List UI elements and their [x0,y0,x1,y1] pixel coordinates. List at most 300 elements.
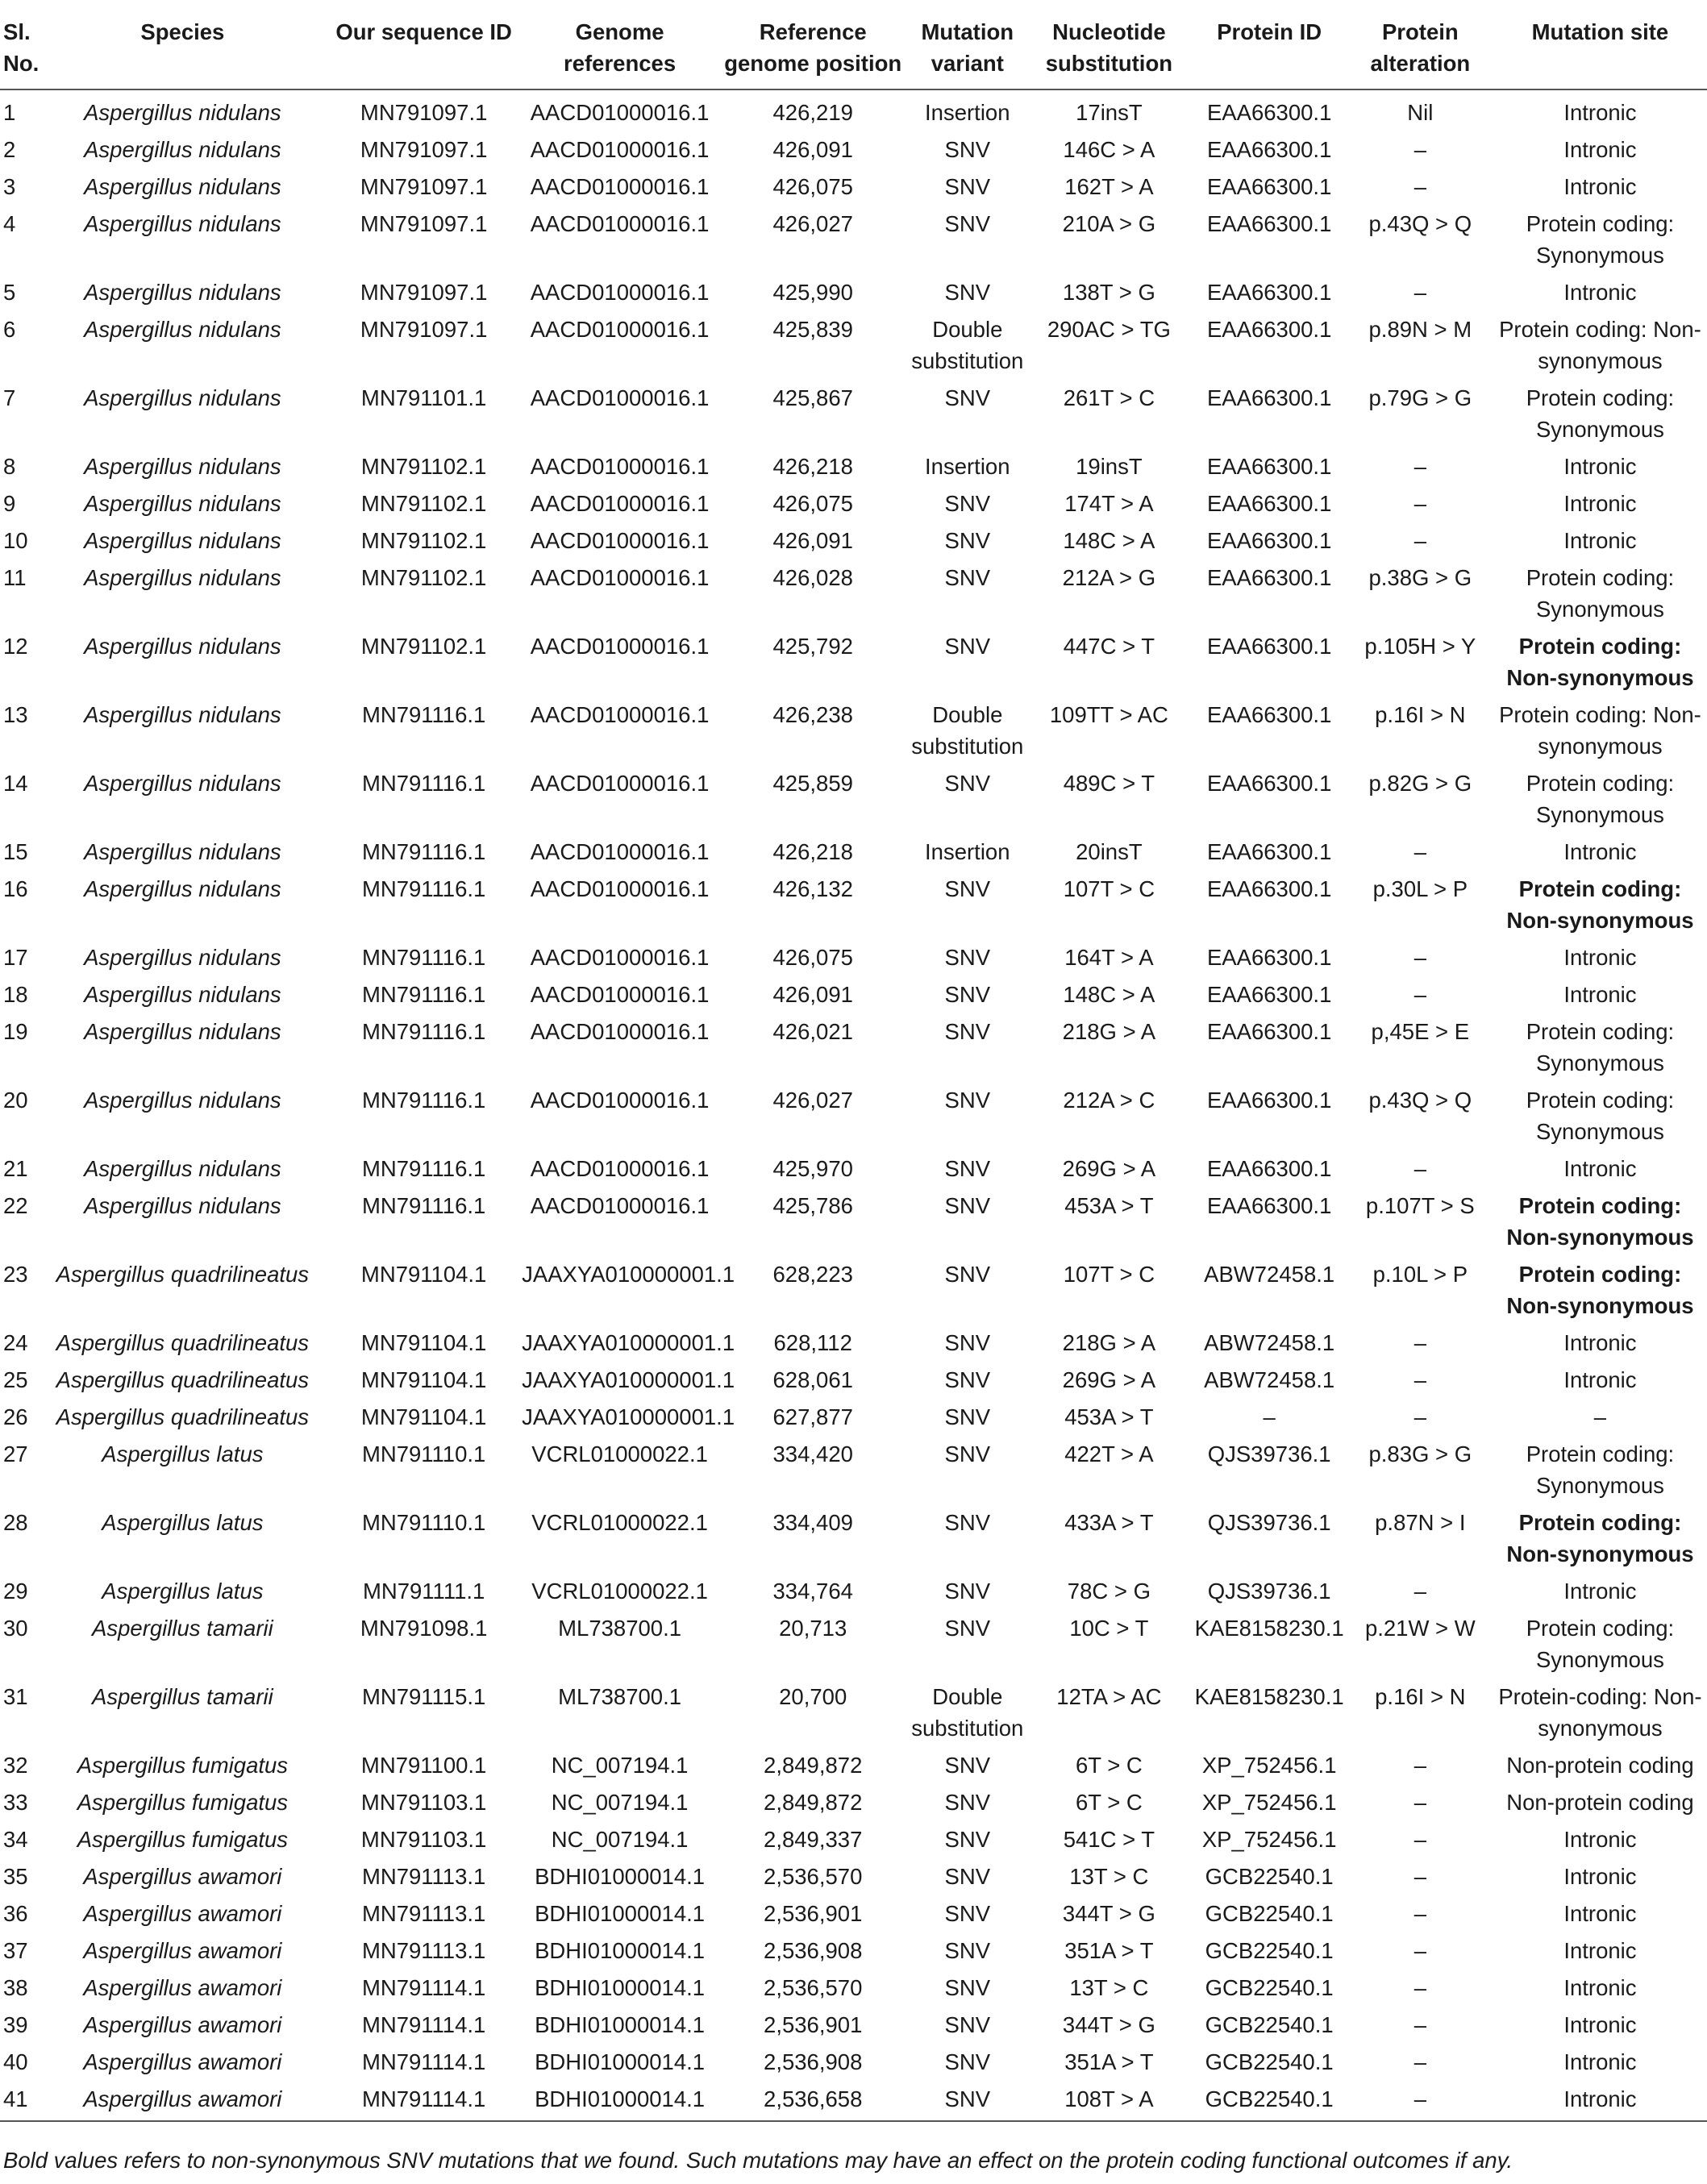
cell-genome-reference: AACD01000016.1 [530,100,710,125]
cell-mutation-variant: SNV [944,1510,991,1535]
cell-species: Aspergillus nidulans [84,385,281,410]
cell-nucleotide-substitution: 351A > T [1064,1938,1154,1963]
cell-species: Aspergillus nidulans [84,771,281,796]
cell-nucleotide-substitution: 351A > T [1064,2049,1154,2074]
cell-genome-reference: BDHI01000014.1 [522,2083,718,2121]
cell-nucleotide-substitution: 433A > T [1064,1510,1154,1535]
cell-species: Aspergillus nidulans [84,491,281,516]
cell-mutation-site: Protein coding: Non-synonymous [1506,634,1694,690]
cell-protein-alteration: – [1413,1864,1426,1889]
cell-mutation-variant: SNV [944,528,991,553]
cell-sl-no: 41 [0,2083,40,2121]
cell-mutation-variant: SNV [944,1088,991,1113]
cell-sequence-id: MN791113.1 [361,1938,486,1963]
cell-nucleotide-substitution: 10C > T [1069,1616,1149,1641]
cell-nucleotide-substitution: 6T > C [1075,1790,1143,1815]
cell-sl-no: 1 [3,100,16,125]
cell-reference-position: 425,859 [772,771,853,796]
cell-mutation-variant: Double substitution [911,702,1024,759]
cell-protein-alteration: – [1413,2012,1426,2037]
cell-protein-id: ABW72458.1 [1204,1262,1335,1287]
table-row [0,488,1707,525]
cell-reference-position: 426,091 [772,137,853,162]
cell-protein-alteration: – [1413,839,1426,864]
cell-species: Aspergillus nidulans [84,702,281,727]
cell-mutation-variant: SNV [944,1404,991,1429]
cell-sequence-id: MN791104.1 [360,1367,487,1392]
cell-genome-reference: AACD01000016.1 [530,491,710,516]
cell-mutation-variant: SNV [944,211,991,236]
table-row [0,451,1707,488]
cell-species: Aspergillus nidulans [84,839,281,864]
cell-reference-position: 426,091 [772,982,853,1007]
cell-species: Aspergillus nidulans [84,1088,281,1113]
cell-nucleotide-substitution: 453A > T [1064,1404,1154,1429]
table-row [0,2046,1707,2083]
cell-sequence-id: MN791116.1 [361,876,486,901]
table-row [0,836,1707,873]
cell-species: Aspergillus nidulans [84,100,281,125]
table-row [0,314,1707,382]
cell-species: Aspergillus nidulans [84,1156,281,1181]
cell-nucleotide-substitution: 12TA > AC [1056,1684,1162,1709]
cell-nucleotide-substitution: 212A > G [1062,565,1156,590]
cell-genome-reference: AACD01000016.1 [530,771,710,796]
cell-genome-reference: JAAXYA010000001.1 [522,1367,735,1392]
cell-protein-id: EAA66300.1 [1206,1193,1332,1218]
table-row [0,1681,1707,1749]
cell-protein-id: GCB22540.1 [1205,1901,1334,1926]
cell-genome-reference: AACD01000016.1 [530,454,710,479]
cell-species: Aspergillus nidulans [84,1019,281,1044]
cell-protein-alteration: p.87N > I [1375,1510,1466,1535]
cell-species: Aspergillus quadrilineatus [56,1404,310,1429]
cell-mutation-site: Intronic [1563,1864,1637,1889]
cell-mutation-variant: SNV [944,2049,991,2074]
table-row [0,979,1707,1016]
cell-sequence-id: MN791104.1 [360,1330,487,1355]
cell-mutation-site: Protein-coding: Non-synonymous [1498,1684,1702,1741]
cell-protein-id: EAA66300.1 [1206,280,1332,305]
cell-mutation-site: Intronic [1563,137,1637,162]
cell-nucleotide-substitution: 344T > G [1062,2012,1155,2037]
col-header-mutation-site: Mutation site [1493,5,1707,89]
table-row [0,1824,1707,1861]
cell-genome-reference: AACD01000016.1 [530,385,710,410]
col-header-sl-no: Sl. No. [0,5,40,89]
col-header-protein-id: Protein ID [1192,5,1347,89]
cell-mutation-site: Protein coding: Synonymous [1526,385,1675,442]
cell-reference-position: 426,021 [772,1019,853,1044]
cell-sl-no: 39 [3,2012,28,2037]
cell-species: Aspergillus nidulans [84,945,281,970]
cell-sl-no: 40 [3,2049,28,2074]
cell-sl-no: 7 [3,385,16,410]
cell-mutation-site: Intronic [1563,1579,1637,1604]
cell-reference-position: 425,867 [772,385,853,410]
cell-nucleotide-substitution: 17insT [1076,100,1143,125]
cell-protein-alteration: – [1413,1579,1426,1604]
cell-protein-alteration: p.79G > G [1368,385,1472,410]
cell-nucleotide-substitution: 212A > C [1063,1088,1155,1113]
cell-sl-no: 4 [3,211,16,236]
cell-mutation-site: Protein coding: Synonymous [1526,211,1675,268]
cell-protein-id: EAA66300.1 [1206,839,1332,864]
cell-sequence-id: MN791115.1 [361,1684,486,1709]
cell-reference-position: 426,075 [772,174,853,199]
cell-sl-no: 32 [3,1753,28,1778]
cell-protein-id: – [1263,1404,1276,1429]
cell-sequence-id: MN791116.1 [361,945,486,970]
cell-sl-no: 28 [3,1510,28,1535]
cell-sl-no: 8 [3,454,16,479]
cell-mutation-site: Intronic [1563,2012,1637,2037]
cell-reference-position: 628,061 [772,1367,853,1392]
cell-nucleotide-substitution: 148C > A [1063,982,1155,1007]
cell-protein-id: ABW72458.1 [1204,1330,1335,1355]
cell-mutation-variant: SNV [908,2083,1026,2121]
cell-mutation-site: Protein coding: Synonymous [1526,1088,1675,1144]
cell-protein-id: EAA66300.1 [1206,174,1332,199]
cell-species: Aspergillus awamori [83,2012,282,2037]
cell-sl-no: 36 [3,1901,28,1926]
cell-reference-position: 426,027 [772,1088,853,1113]
col-header-sequence-id: Our sequence ID [326,5,522,89]
cell-genome-reference: BDHI01000014.1 [535,2012,706,2037]
cell-protein-alteration: p.30L > P [1372,876,1468,901]
cell-genome-reference: AACD01000016.1 [530,211,710,236]
cell-mutation-site: Intronic [1563,2049,1637,2074]
cell-mutation-variant: SNV [944,634,991,659]
cell-species: Aspergillus nidulans [84,982,281,1007]
table-row [0,1327,1707,1364]
cell-protein-alteration: – [1413,1975,1426,2000]
cell-genome-reference: BDHI01000014.1 [535,1864,706,1889]
table-row [0,1575,1707,1612]
cell-nucleotide-substitution: 13T > C [1069,1864,1149,1889]
cell-sequence-id: MN791114.1 [361,2049,486,2074]
cell-mutation-variant: SNV [944,1262,991,1287]
cell-mutation-variant: SNV [944,1441,991,1466]
cell-mutation-site: Intronic [1563,174,1637,199]
cell-nucleotide-substitution: 269G > A [1062,1367,1156,1392]
cell-genome-reference: AACD01000016.1 [530,280,710,305]
cell-mutation-site: Intronic [1493,2083,1707,2121]
table-row [0,382,1707,451]
cell-reference-position: 2,536,570 [764,1975,863,2000]
cell-species: Aspergillus nidulans [84,565,281,590]
cell-mutation-site: Protein coding: Non-synonymous [1506,1510,1694,1566]
cell-protein-alteration: – [1413,1753,1426,1778]
cell-mutation-site: Intronic [1563,1901,1637,1926]
cell-genome-reference: VCRL01000022.1 [531,1510,708,1535]
cell-genome-reference: VCRL01000022.1 [531,1441,708,1466]
cell-protein-id: XP_752456.1 [1201,1790,1337,1815]
cell-genome-reference: VCRL01000022.1 [531,1579,708,1604]
cell-mutation-variant: SNV [944,491,991,516]
cell-species: Aspergillus latus [102,1441,264,1466]
cell-genome-reference: AACD01000016.1 [530,137,710,162]
cell-reference-position: 2,536,901 [764,1901,863,1926]
cell-sl-no: 20 [3,1088,28,1113]
cell-protein-alteration: p,45E > E [1371,1019,1470,1044]
cell-genome-reference: AACD01000016.1 [530,876,710,901]
cell-mutation-variant: Double substitution [911,317,1024,373]
cell-protein-id: EAA66300.1 [1206,982,1332,1007]
table-row [0,1972,1707,2009]
cell-mutation-site: Intronic [1563,100,1637,125]
cell-genome-reference: BDHI01000014.1 [535,2049,706,2074]
table-row [0,1935,1707,1972]
cell-mutation-site: Protein coding: Non-synonymous [1506,876,1694,933]
cell-mutation-site: Intronic [1563,982,1637,1007]
table-row [0,1749,1707,1787]
cell-sequence-id: MN791114.1 [361,2012,486,2037]
cell-mutation-variant: SNV [944,280,991,305]
cell-genome-reference: AACD01000016.1 [530,174,710,199]
cell-protein-alteration: p.89N > M [1368,317,1472,342]
cell-protein-id: GCB22540.1 [1205,1938,1334,1963]
mutation-table [0,5,1707,2122]
cell-sl-no: 6 [3,317,16,342]
cell-protein-alteration: – [1413,1827,1426,1852]
cell-sequence-id: MN791114.1 [361,1975,486,2000]
cell-genome-reference: AACD01000016.1 [530,982,710,1007]
cell-sl-no: 24 [3,1330,28,1355]
cell-protein-id: GCB22540.1 [1205,2012,1334,2037]
cell-protein-id: XP_752456.1 [1201,1827,1337,1852]
cell-mutation-variant: Double substitution [911,1684,1024,1741]
cell-reference-position: 628,223 [772,1262,853,1287]
table-row [0,1153,1707,1190]
cell-sequence-id: MN791113.1 [361,1901,486,1926]
cell-nucleotide-substitution: 13T > C [1069,1975,1149,2000]
cell-species: Aspergillus nidulans [84,634,281,659]
cell-nucleotide-substitution: 6T > C [1075,1753,1143,1778]
cell-reference-position: 2,536,658 [718,2083,908,2121]
cell-genome-reference: BDHI01000014.1 [535,1938,706,1963]
cell-species: Aspergillus quadrilineatus [56,1262,310,1287]
cell-sl-no: 34 [3,1827,28,1852]
cell-sl-no: 26 [3,1404,28,1429]
cell-protein-id: GCB22540.1 [1205,1864,1334,1889]
cell-genome-reference: JAAXYA010000001.1 [522,1262,735,1287]
cell-genome-reference: AACD01000016.1 [530,1088,710,1113]
cell-protein-id: KAE8158230.1 [1194,1684,1344,1709]
cell-genome-reference: AACD01000016.1 [530,702,710,727]
cell-protein-id: EAA66300.1 [1206,565,1332,590]
table-row [0,2009,1707,2046]
cell-protein-alteration: – [1413,454,1426,479]
cell-species: Aspergillus awamori [83,1975,282,2000]
cell-mutation-site: Intronic [1563,1827,1637,1852]
col-header-mutation-variant: Mutation variant [908,5,1026,89]
cell-protein-alteration: – [1413,1156,1426,1181]
cell-protein-alteration: – [1413,2049,1426,2074]
cell-reference-position: 426,218 [772,454,853,479]
cell-protein-alteration: p.43Q > Q [1368,211,1472,236]
cell-sl-no: 30 [3,1616,28,1641]
cell-mutation-site: Protein coding: Non-synonymous [1506,1262,1694,1318]
cell-nucleotide-substitution: 78C > G [1067,1579,1151,1604]
cell-protein-id: QJS39736.1 [1207,1441,1331,1466]
table-row [0,1084,1707,1153]
cell-mutation-site: Intronic [1563,1330,1637,1355]
cell-sl-no: 37 [3,1938,28,1963]
table-row [0,134,1707,171]
cell-nucleotide-substitution: 344T > G [1062,1901,1155,1926]
cell-mutation-site: Intronic [1563,1156,1637,1181]
cell-mutation-site: Intronic [1563,280,1637,305]
cell-genome-reference: AACD01000016.1 [530,317,710,342]
table-row [0,1898,1707,1935]
table-row [0,1787,1707,1824]
cell-sequence-id: MN791111.1 [362,1579,485,1604]
cell-nucleotide-substitution: 138T > G [1062,280,1155,305]
cell-reference-position: 628,112 [773,1330,852,1355]
cell-protein-id: GCB22540.1 [1205,1975,1334,2000]
table-row [0,1401,1707,1438]
cell-protein-id: GCB22540.1 [1205,2049,1334,2074]
cell-mutation-variant: SNV [944,1864,991,1889]
cell-nucleotide-substitution: 422T > A [1064,1441,1154,1466]
cell-genome-reference: AACD01000016.1 [530,839,710,864]
cell-species: Aspergillus awamori [83,1938,282,1963]
cell-mutation-site: Protein coding: Non-synonymous [1499,702,1701,759]
table-row [0,562,1707,630]
cell-sl-no: 25 [3,1367,28,1392]
cell-protein-alteration: – [1413,174,1426,199]
cell-protein-alteration: – [1413,1330,1426,1355]
table-row [0,277,1707,314]
cell-protein-alteration: p.10L > P [1372,1262,1468,1287]
cell-reference-position: 2,849,872 [764,1790,863,1815]
cell-mutation-variant: SNV [944,174,991,199]
cell-sl-no: 11 [3,565,27,590]
cell-mutation-variant: SNV [944,771,991,796]
cell-reference-position: 425,990 [772,280,853,305]
table-row [0,1507,1707,1575]
table-row [0,1612,1707,1681]
cell-protein-id: EAA66300.1 [1206,876,1332,901]
cell-sequence-id: MN791097.1 [360,280,488,305]
cell-species: Aspergillus fumigatus [77,1827,289,1852]
cell-mutation-variant: SNV [944,1975,991,2000]
table-row [0,1016,1707,1084]
cell-nucleotide-substitution: 109TT > AC [1049,702,1168,727]
cell-sl-no: 19 [3,1019,28,1044]
cell-species: Aspergillus nidulans [84,1193,281,1218]
table-row [0,525,1707,562]
cell-mutation-site: – [1593,1404,1607,1429]
cell-mutation-site: Protein coding: Non-synonymous [1499,317,1701,373]
cell-protein-alteration: p.21W > W [1364,1616,1476,1641]
cell-reference-position: 426,132 [772,876,853,901]
cell-mutation-site: Intronic [1563,1938,1637,1963]
cell-protein-alteration: – [1413,280,1426,305]
cell-protein-id: EAA66300.1 [1206,702,1332,727]
cell-species: Aspergillus fumigatus [77,1753,289,1778]
cell-species: Aspergillus awamori [83,2049,282,2074]
cell-sequence-id: MN791102.1 [360,565,487,590]
cell-nucleotide-substitution: 453A > T [1064,1193,1154,1218]
cell-protein-alteration: – [1413,137,1426,162]
cell-sequence-id: MN791102.1 [360,528,487,553]
cell-reference-position: 426,091 [772,528,853,553]
cell-species: Aspergillus nidulans [84,454,281,479]
cell-protein-id: EAA66300.1 [1206,1156,1332,1181]
cell-mutation-site: Non-protein coding [1506,1753,1694,1778]
cell-mutation-variant: SNV [944,137,991,162]
cell-nucleotide-substitution: 174T > A [1064,491,1154,516]
cell-mutation-variant: SNV [944,1579,991,1604]
cell-reference-position: 426,027 [772,211,853,236]
cell-mutation-variant: SNV [944,1193,991,1218]
cell-sequence-id: MN791104.1 [360,1404,487,1429]
cell-protein-id: QJS39736.1 [1207,1579,1331,1604]
cell-species: Aspergillus tamarii [92,1616,273,1641]
cell-sequence-id: MN791097.1 [360,100,488,125]
cell-reference-position: 2,536,908 [764,2049,863,2074]
cell-mutation-variant: SNV [944,1330,991,1355]
cell-protein-id: ABW72458.1 [1204,1367,1335,1392]
table-footnote: Bold values refers to non-synonymous SNV mutations that we found. Such mutations may have an effect on the protein coding functional outcomes if any. [3,2148,1513,2173]
cell-sl-no: 31 [3,1684,28,1709]
table-row [0,89,1707,134]
cell-sl-no: 3 [3,174,16,199]
cell-genome-reference: NC_007194.1 [551,1827,689,1852]
cell-protein-id: EAA66300.1 [1206,528,1332,553]
cell-sequence-id: MN791116.1 [361,1088,486,1113]
cell-sl-no: 5 [3,280,16,305]
cell-reference-position: 426,075 [772,491,853,516]
cell-sequence-id: MN791097.1 [360,317,488,342]
cell-genome-reference: AACD01000016.1 [530,634,710,659]
cell-species: Aspergillus quadrilineatus [56,1367,310,1392]
cell-sl-no: 29 [3,1579,28,1604]
cell-reference-position: 2,849,337 [764,1827,863,1852]
cell-mutation-variant: SNV [944,1616,991,1641]
cell-sequence-id: MN791102.1 [360,634,487,659]
cell-nucleotide-substitution: 541C > T [1063,1827,1155,1852]
cell-protein-id: EAA66300.1 [1206,137,1332,162]
cell-mutation-site: Intronic [1563,945,1637,970]
cell-species: Aspergillus nidulans [84,174,281,199]
cell-sl-no: 38 [3,1975,28,2000]
table-row [0,171,1707,208]
cell-nucleotide-substitution: 261T > C [1063,385,1155,410]
cell-protein-alteration: p.82G > G [1368,771,1472,796]
table-row [0,768,1707,836]
cell-mutation-variant: Insertion [925,100,1010,125]
cell-mutation-variant: SNV [944,1019,991,1044]
table-row [0,2083,1707,2121]
cell-mutation-variant: SNV [944,385,991,410]
cell-nucleotide-substitution: 108T > A [1026,2083,1191,2121]
cell-sl-no: 12 [3,634,28,659]
cell-protein-alteration: – [1413,1404,1426,1429]
cell-reference-position: 426,238 [772,702,853,727]
table-row [0,630,1707,699]
cell-reference-position: 426,075 [772,945,853,970]
table-row [0,1364,1707,1401]
cell-genome-reference: BDHI01000014.1 [535,1901,706,1926]
cell-species: Aspergillus nidulans [84,280,281,305]
cell-reference-position: 426,218 [772,839,853,864]
cell-sequence-id: MN791110.1 [361,1441,486,1466]
cell-sequence-id: MN791110.1 [361,1510,486,1535]
cell-sequence-id: MN791116.1 [361,982,486,1007]
